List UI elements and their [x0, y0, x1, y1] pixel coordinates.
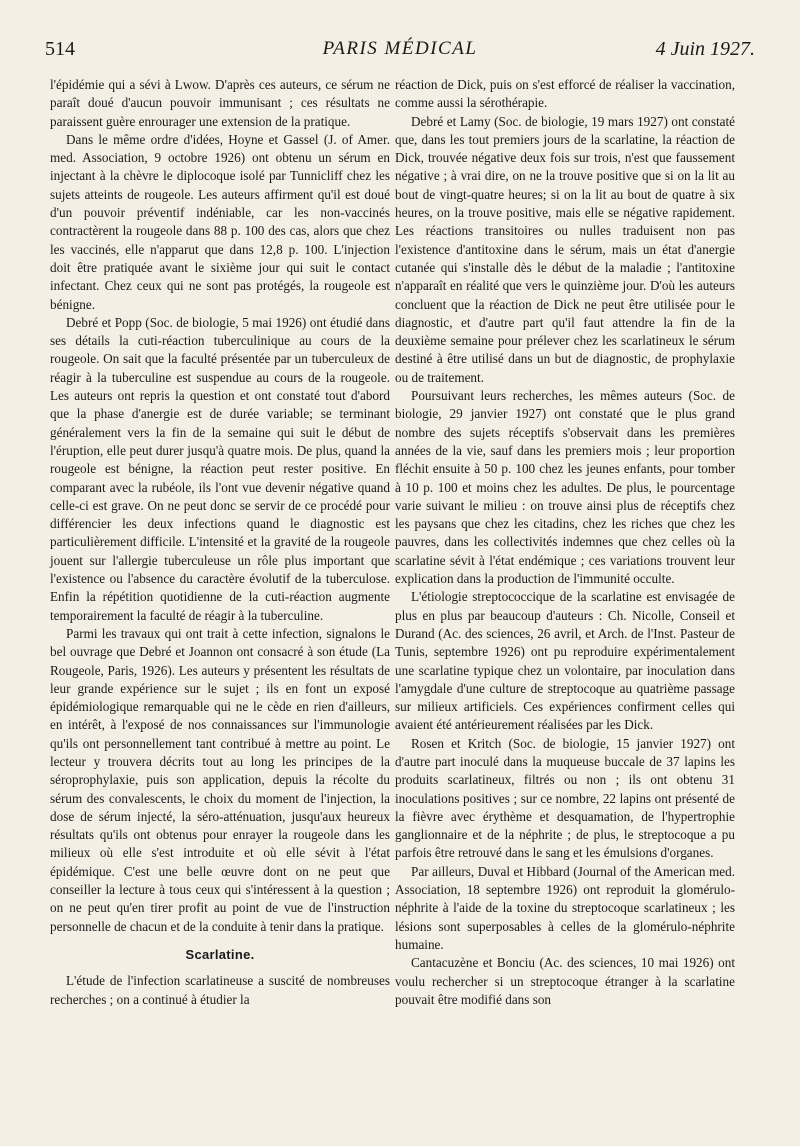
paragraph: L'étude de l'infection scarlatineuse a suscité de nombreuses recherches ; on a continué à étudier la [50, 973, 390, 1007]
journal-title: PARIS MÉDICAL [322, 38, 478, 59]
paragraph: Rosen et Kritch (Soc. de biologie, 15 janvier 1927) ont d'autre part inoculé dans la muqueuse buccale de 37 lapins les produits scarlatineux, filtrés ou non ; ils ont obtenu 31 inoculations positives ; sur ce nombre, 22 lapins ont présenté de la fièvre avec érythème et desquamation, de l'hypertrophie ganglionnaire et de la néphrite ; de plus, le streptocoque a pu parfois être retrouvé dans le sang et les émulsions d'organes. [395, 735, 735, 861]
page-header [45, 38, 755, 68]
paragraph: Parmi les travaux qui ont trait à cette infection, signalons le bel ouvrage que Debré et Joannon ont consacré à son étude (La Rougeole, Paris, 1926). Les auteurs y présentent les résultats de leur grande expérience sur le sujet ; ils en font un exposé épidémiologique remarquable qui ne le cède en rien d'ailleurs, en intérêt, à l'exposé de nos connaissances sur l'immunologie qu'ils ont personnellement tant contribué à mettre au point. Le lecteur y trouvera décrits tout au long les principes de la séroprophylaxie, puis son application, depuis la récolte du sérum des convalescents, le choix du moment de l'injection, la dose de sérum injecté, la séro-atténuation, jusqu'aux heureux résultats qu'ils ont obtenus pour enrayer la rougeole dans les milieux où elle s'est introduite et où elle sévit à l'état épidémique. C'est une belle œuvre dont on ne peut que conseiller la lecture à tous ceux qui s'intéressent à la question ; on ne peut qu'en tirer profit au point de vue de l'instruction personnelle de chacun et de la conduite à tenir dans la pratique. [50, 625, 390, 934]
paragraph: Debré et Lamy (Soc. de biologie, 19 mars 1927) ont constaté que, dans les tout premiers jours de la scarlatine, la réaction de Dick, trouvée négative deux fois sur trois, n'est que faussement négative ; à vrai dire, on ne la trouve positive que si on la lit au bout de vingt-quatre heures; si on la lit au bout de quatre à six heures, on la trouve positive, mais elle se négative rapidement. Les réactions transitoires ou nulles traduisent non pas l'existence d'antitoxine dans le sérum, mais un état d'anergie cutanée qui s'installe dès le début de la maladie ; l'antitoxine n'apparaît en réalité que vers le quinzième jour. D'où les auteurs concluent que la réaction de Dick ne peut être utilisée pour le diagnostic, et d'autre part qu'il faut attendre la fin de la deuxième semaine pour prélever chez les scarlatineux le sérum destiné à être utilisé dans un but de diagnostic, de prophylaxie ou de traitement. [395, 113, 735, 385]
paragraph: Cantacuzène et Bonciu (Ac. des sciences, 10 mai 1926) ont voulu rechercher si un streptocoque étranger à la scarlatine pouvait être modifié dans son [395, 955, 735, 1007]
section-title: Scarlatine. [185, 946, 255, 962]
paragraph: réaction de Dick, puis on s'est efforcé de réaliser la vaccination, comme aussi la sérothérapie. [395, 77, 735, 111]
paragraph: l'épidémie qui a sévi à Lwow. D'après ces auteurs, ce sérum ne paraît doué d'aucun pouvoir immunisant ; ces résultats ne paraissent guère enrourager une extension de la pratique. [50, 77, 390, 129]
page-number: 514 [45, 38, 75, 60]
paragraph: Poursuivant leurs recherches, les mêmes auteurs (Soc. de biologie, 29 janvier 1927) ont constaté que le plus grand nombre des sujets réceptifs s'observait dans les premières années de la vie, sauf dans les premiers mois ; leur proportion fléchit ensuite à 50 p. 100 chez les jeunes enfants, pour tomber à 10 p. 100 et moins chez les adultes. De plus, le pourcentage varie suivant le milieu : on trouve ainsi plus de réceptifs chez les paysans que chez les citadins, chez les riches que chez les pauvres, dans les collectivités indemnes que chez celles où la scarlatine sévit à l'état endémique ; ces variations trouvent leur explication dans la production de l'immunité occulte. [395, 388, 735, 587]
paragraph: Debré et Popp (Soc. de biologie, 5 mai 1926) ont étudié dans ses détails la cuti-réaction tuberculinique au cours de la rougeole. On sait que la faculté présentée par un tuberculeux de réagir à la tuberculine est suspendue au cours de la rougeole. Les auteurs ont repris la question et ont constaté tout d'abord que la phase d'anergie est de durée variable; se terminant généralement vers la fin de la semaine qui suit le début de l'éruption, elle peut durer jusqu'à quatre mois. De plus, quand la rougeole est bénigne, la réaction peut rester positive. En comparant avec la rubéole, ils l'ont vue devenir négative quand celle-ci est grave. On ne peut donc se servir de ce procédé pour différencier les deux infections quand le diagnostic est particulièrement difficile. L'intensité et la gravité de la rougeole jouent sur l'allergie tuberculeuse un rôle plus important que l'existence ou l'absence du caractère évolutif de la tuberculose. Enfin la répétition quotidienne de la cuti-réaction augmente temporairement la faculté de réagir à la tuberculine. [50, 314, 390, 623]
paragraph: Dans le même ordre d'idées, Hoyne et Gassel (J. of Amer. med. Association, 9 octobre 1926) ont obtenu un sérum en injectant à la chèvre le diplocoque isolé par Tunnicliff chez les sujets atteints de rougeole. Les auteurs affirment qu'il est doué d'un pouvoir préventif indéniable, car les non-vaccinés contractèrent la rougeole dans 88 p. 100 des cas, alors que chez les vaccinés, elle n'apparut que dans 12,8 p. 100. L'injection doit être pratiquée avant le sixième jour qui suit le contact infectant. Chez ceux qui ne sont pas protégés, la rougeole est bénigne. [50, 131, 390, 312]
left-column [50, 76, 390, 1009]
right-column [395, 76, 735, 1009]
paragraph: L'étiologie streptococcique de la scarlatine est envisagée de plus en plus par beaucoup d'auteurs : Ch. Nicolle, Conseil et Durand (Ac. des sciences, 26 avril, et Arch. de l'Inst. Pasteur de Tunis, septembre 1926) ont pu reproduire expérimentalement une scarlatine typique chez un volontaire, par inoculation dans l'amygdale d'une culture de streptocoque au quatrième passage sur milieux artificiels. Ces expériences confirment celles qui avaient été antérieurement réalisées par les Dick. [395, 589, 735, 733]
paragraph: Par ailleurs, Duval et Hibbard (Journal of the American med. Association, 18 septembre 1926) ont reproduit la glomérulo-néphrite à l'aide de la toxine du streptocoque scarlatineux ; les lésions sont superposables à celles de la glomérulo-néphrite humaine. [395, 863, 735, 952]
issue-date: 4 Juin 1927. [655, 38, 755, 60]
